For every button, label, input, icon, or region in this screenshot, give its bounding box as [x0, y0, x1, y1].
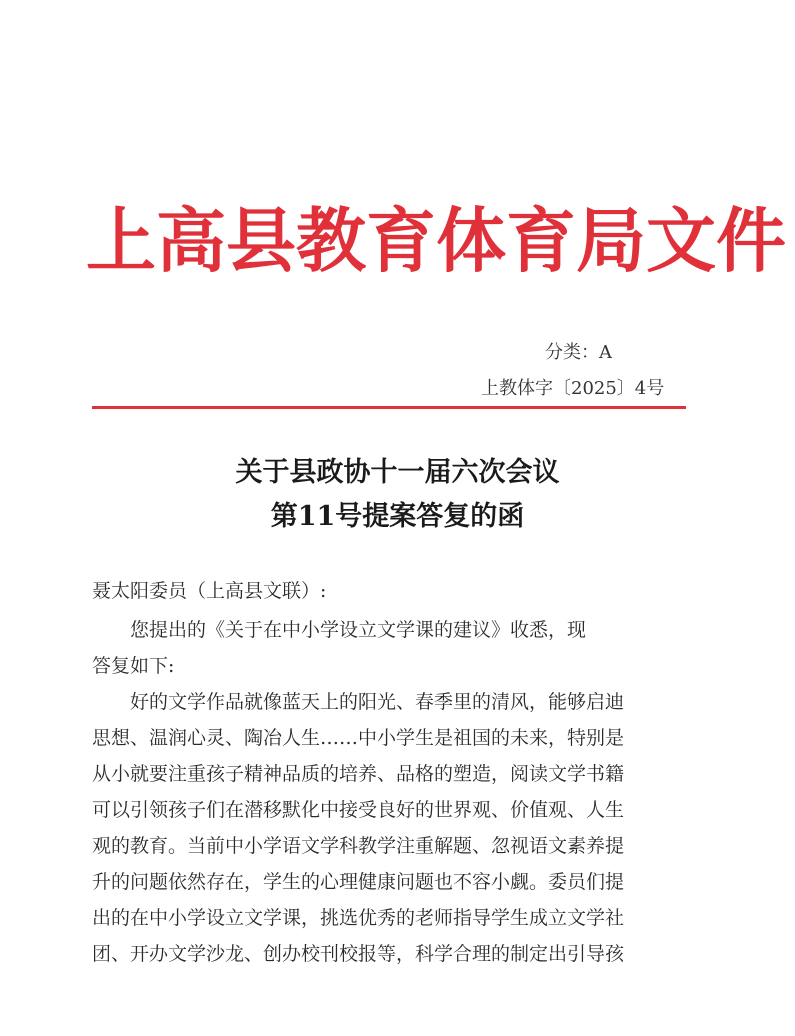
classification-label: 分类：A: [545, 342, 612, 363]
paragraph-line: 团、开办文学沙龙、创办校刊校报等，科学合理的制定出引导孩: [92, 943, 625, 965]
paragraph-line: 答复如下:: [92, 655, 175, 677]
paragraph-line: 思想、温润心灵、陶冶人生……中小学生是祖国的未来，特别是: [92, 727, 625, 749]
paragraph-line: 可以引领孩子们在潜移默化中接受良好的世界观、价值观、人生: [92, 799, 625, 821]
document-header-title: 上高县教育体育局文件: [86, 200, 786, 282]
paragraph-1: [92, 612, 692, 684]
paragraph-line: 观的教育。当前中小学语文学科教学注重解题、忽视语文素养提: [92, 835, 625, 857]
paragraph-line: 升的问题依然存在，学生的心理健康问题也不容小觑。委员们提: [92, 871, 625, 893]
document-number: 上教体字〔2025〕4号: [481, 378, 665, 399]
paragraph-line: 出的在中小学设立文学课，挑选优秀的老师指导学生成立文学社: [92, 907, 625, 929]
salutation: 聂太阳委员（上高县文联）:: [92, 580, 327, 602]
paragraph-line: 您提出的《关于在中小学设立文学课的建议》收悉，现: [92, 619, 587, 641]
document-title-line-2: 第11号提案答复的函: [270, 501, 525, 532]
header-divider: [92, 406, 686, 409]
paragraph-2: [92, 684, 692, 972]
paragraph-line: 从小就要注重孩子精神品质的培养、品格的塑造，阅读文学书籍: [92, 763, 625, 785]
document-title-line-1: 关于县政协十一届六次会议: [235, 457, 560, 488]
paragraph-line: 好的文学作品就像蓝天上的阳光、春季里的清风，能够启迪: [92, 691, 625, 713]
